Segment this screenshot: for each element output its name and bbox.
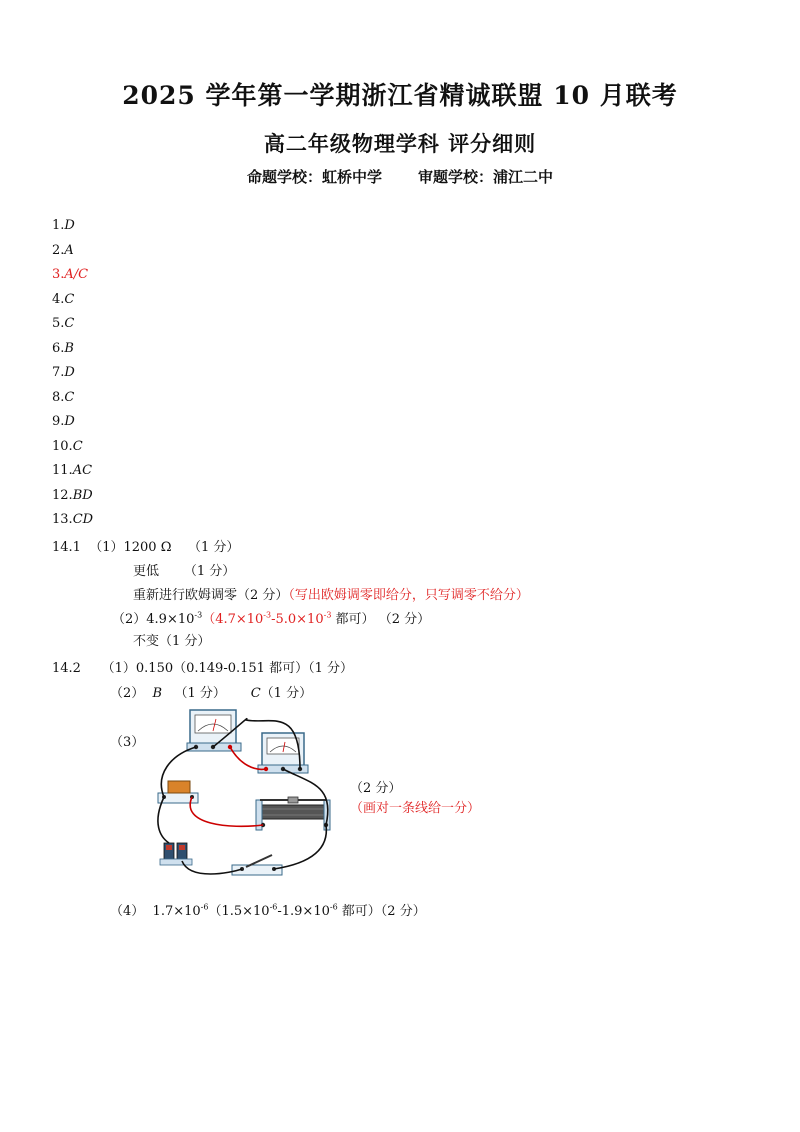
q14-1-p2-range-b-exp: -3 — [323, 610, 332, 620]
answer-number: 10. — [52, 438, 73, 454]
answer-item — [52, 361, 93, 386]
answer-item — [52, 288, 93, 313]
rheostat-component — [256, 797, 330, 830]
answer-number: 1. — [52, 218, 65, 233]
answer-letters: D — [64, 414, 75, 429]
q14-2-part2 — [110, 682, 312, 701]
q14-1-head: 14.1 — [52, 540, 81, 555]
answer-letters: D — [64, 218, 75, 233]
q14-2-p3-score: （2 分） — [350, 781, 402, 796]
q14-2-p4-range-a: （1.5×10 — [208, 904, 270, 919]
q14-2-p3-note: （画对一条线给一分） — [350, 801, 481, 816]
q14-2-p4-range-a-exp: -6 — [269, 902, 278, 912]
q14-1-part2 — [112, 608, 430, 627]
page-subtitle: 高二年级物理学科 评分细则 — [263, 131, 537, 156]
q14-1-p2-range-a-exp: -3 — [263, 610, 272, 620]
answer-letters: C — [64, 389, 75, 405]
reviewer-school: 审题学校：浦江二中 — [418, 168, 554, 186]
answer-letters: C — [72, 438, 83, 454]
q14-2-p2-b-score: （1 分） — [174, 686, 226, 701]
answer-letters: AC — [72, 463, 93, 478]
page-title: 2025 学年第一学期浙江省精诚联盟 10 月联考 — [122, 81, 678, 110]
q14-2-p2-c: C — [250, 686, 261, 701]
q14-1-p2-range-a: （4.7×10 — [202, 612, 264, 627]
answer-number: 5. — [52, 316, 65, 331]
q14-2-p1: （1）0.150（0.149-0.151 都可）（1 分） — [101, 661, 353, 676]
answer-item — [52, 263, 93, 288]
answer-number: 6. — [52, 340, 65, 356]
q14-2-p2-label: （2） — [110, 686, 145, 701]
q14-1-part1-c — [133, 584, 529, 603]
q14-1-p2-range-c: 都可） — [331, 612, 375, 627]
q14-1-p1b-score: （1 分） — [183, 564, 236, 579]
q14-1-p1-score: （1 分） — [188, 540, 240, 555]
q14-2-p4-range-b-exp: -6 — [329, 902, 338, 912]
answer-item — [52, 214, 93, 239]
school-info — [0, 166, 800, 187]
answer-letters: C — [64, 291, 75, 307]
q14-1-p1b: 更低 — [133, 564, 160, 579]
q14-1-p2-exp: -3 — [194, 610, 203, 620]
q14-2-p2-c-score: （1 分） — [260, 686, 313, 701]
q14-1-p1-value: （1）1200 Ω — [89, 540, 172, 555]
answer-number: 8. — [52, 389, 65, 405]
answer-item — [52, 410, 93, 435]
answer-letters: CD — [72, 512, 94, 527]
answer-number: 2. — [52, 242, 65, 258]
answer-item — [52, 508, 93, 533]
answer-letters: C — [64, 316, 75, 331]
q14-1-p2b: 不变（1 分） — [133, 634, 211, 649]
answer-item — [52, 337, 93, 362]
answer-letters: A — [64, 242, 74, 258]
answer-number: 11. — [52, 463, 73, 478]
q14-2-p4-value-exp: -6 — [200, 902, 209, 912]
q14-2-part4 — [110, 900, 426, 919]
answer-letters: B — [64, 340, 74, 356]
circuit-diagram — [150, 705, 350, 889]
q14-2-p4-range-b: -1.9×10 — [277, 904, 330, 919]
q14-1-p2-prefix: （2）4.9×10 — [112, 612, 195, 627]
switch-component — [232, 855, 282, 875]
answer-item — [52, 435, 93, 460]
answer-item — [52, 484, 93, 509]
q14-2-head: 14.2 — [52, 661, 81, 676]
q14-2-p4-range-c: 都可）（2 分） — [337, 904, 426, 919]
q14-1-p2-score: （2 分） — [378, 612, 431, 627]
answer-item — [52, 312, 93, 337]
answer-number: 9. — [52, 414, 65, 429]
q14-2-part1 — [52, 657, 353, 676]
q14-2-p4-value: 1.7×10 — [152, 904, 201, 919]
answer-item — [52, 459, 93, 484]
answer-item — [52, 386, 93, 411]
answer-letters: BD — [72, 487, 93, 503]
answer-letters: A/C — [64, 267, 89, 282]
q14-1-p1c: 重新进行欧姆调零（2 分） — [133, 588, 289, 603]
q14-1-p2-range-b: -5.0×10 — [271, 612, 324, 627]
proposer-school: 命题学校：虹桥中学 — [246, 168, 382, 186]
q14-1-part2-b — [133, 630, 210, 649]
answer-item — [52, 239, 93, 264]
answer-number: 4. — [52, 291, 65, 307]
answer-number: 13. — [52, 512, 73, 527]
answer-number: 3. — [52, 267, 65, 282]
q14-2-p2-b: B — [152, 686, 163, 701]
resistor-component — [158, 781, 198, 803]
answer-number: 7. — [52, 365, 65, 380]
answer-letters: D — [64, 365, 75, 380]
q14-1-part1 — [52, 536, 239, 555]
q14-2-p3-label: （3） — [110, 735, 145, 750]
answer-list — [52, 214, 93, 533]
battery-component — [160, 843, 192, 865]
q14-2-p4-label: （4） — [110, 904, 145, 919]
answer-number: 12. — [52, 487, 73, 503]
q14-1-p1c-note: （写出欧姆调零即给分，只写调零不给分） — [288, 588, 529, 603]
q14-1-part1-b — [133, 560, 235, 579]
